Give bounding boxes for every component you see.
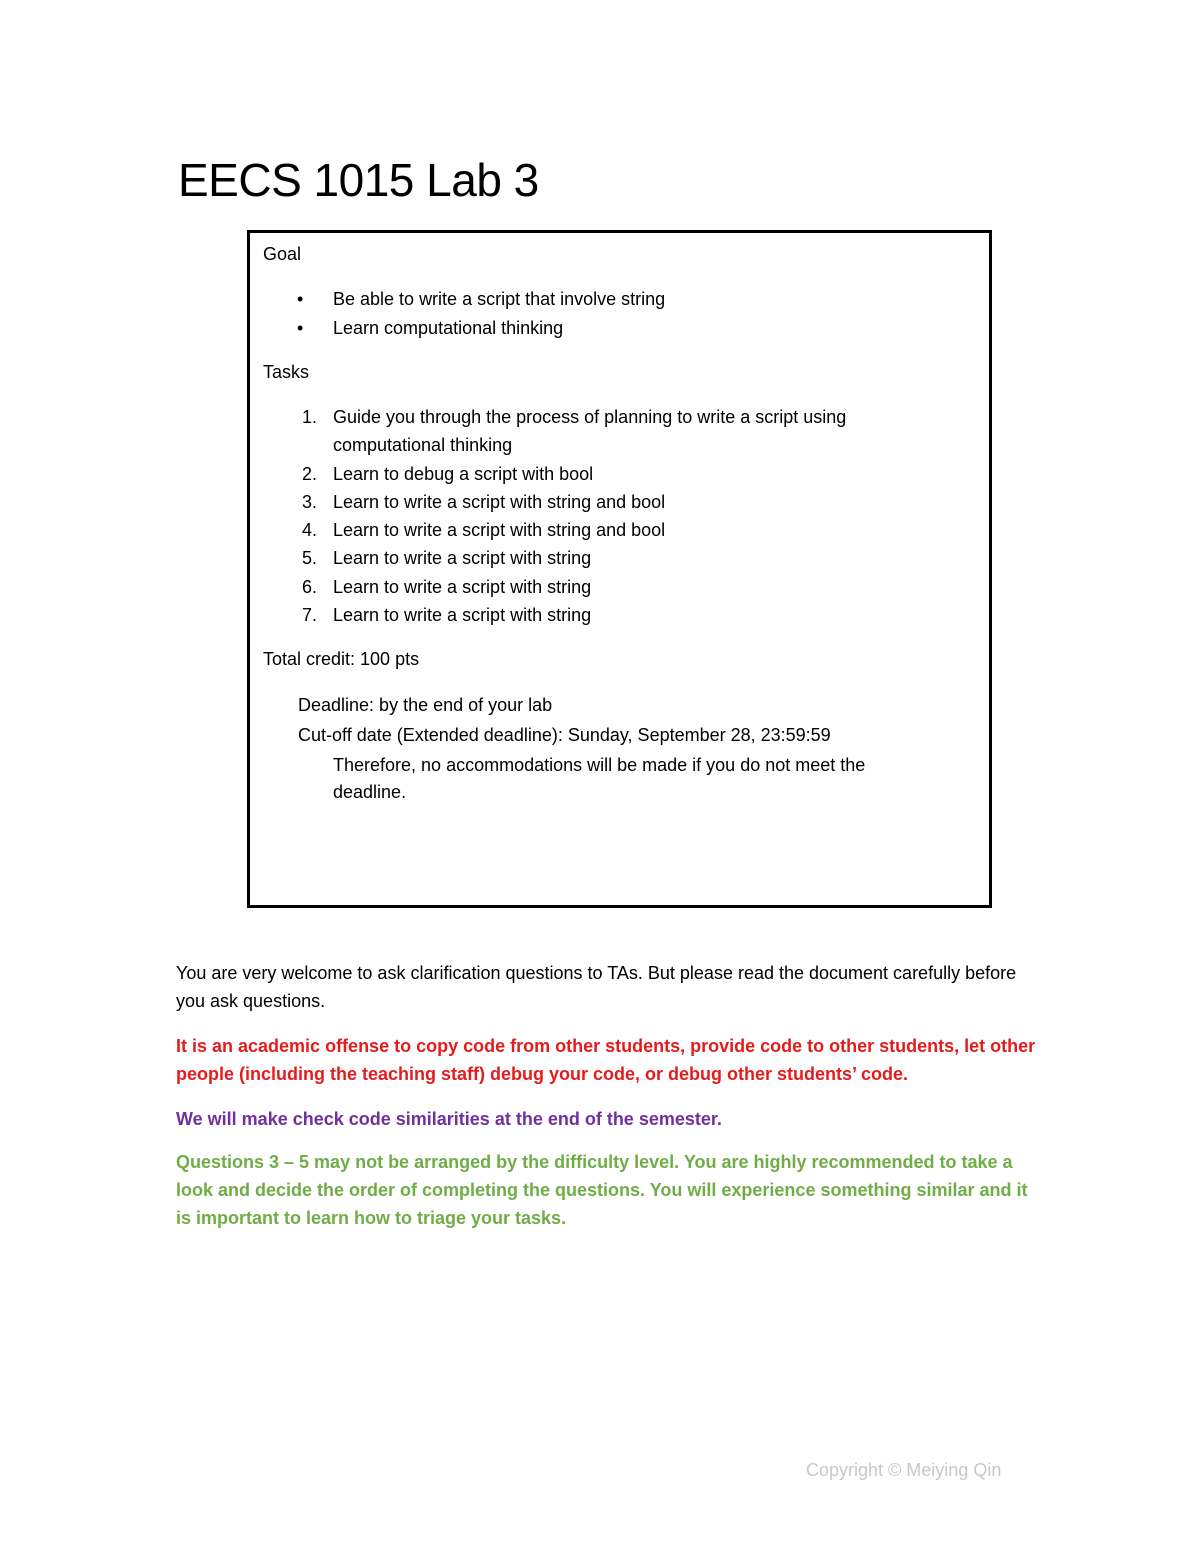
total-credit: Total credit: 100 pts [263,649,420,669]
deadline: Deadline: by the end of your lab [298,695,553,715]
goal-item: Learn computational thinking [333,318,564,338]
bullet-icon: • [297,318,304,338]
accommodation-note: Therefore, no accommodations will be made if you do not meet the [333,755,866,775]
similarity-notice: We will make check code similarities at the end of the semester. [176,1109,722,1129]
bullet-icon: • [297,289,304,309]
task-item-continued: computational thinking [333,435,513,455]
task-number: 3. [301,492,317,512]
task-item: Learn to write a script with string [333,577,592,597]
task-item: Learn to write a script with string [333,548,592,568]
task-item: Learn to write a script with string [333,605,592,625]
question-order-notice: Questions 3 – 5 may not be arranged by the difficulty level. You are highly recommended to take a look and decide the order of completing the questions. You will experience something similar and it is important to learn how to triage your tasks. [176,1152,1028,1228]
tasks-heading: Tasks [263,362,310,382]
cutoff-date: Cut-off date (Extended deadline): Sunday, September 28, 23:59:59 [298,725,831,745]
task-number: 1. [301,407,317,427]
task-number: 6. [301,577,317,597]
task-item: Learn to debug a script with bool [333,464,594,484]
goal-item: Be able to write a script that involve string [333,289,666,309]
task-number: 5. [301,548,317,568]
copyright-footer: Copyright © Meiying Qin [806,1460,1002,1480]
academic-offense-warning: It is an academic offense to copy code from other students, provide code to other students, let other people (including the teaching staff) debug your code, or debug other students’ code. [176,1036,1036,1084]
task-number: 7. [301,605,317,625]
task-number: 2. [301,464,317,484]
accommodation-note-continued: deadline. [333,782,407,802]
task-item: Guide you through the process of planning to write a script using [333,407,847,427]
task-number: 4. [301,520,317,540]
goal-heading: Goal [263,244,302,264]
page-title: EECS 1015 Lab 3 [178,154,539,206]
welcome-paragraph: You are very welcome to ask clarification questions to TAs. But please read the document carefully before you ask questions. [176,963,1017,1011]
task-item: Learn to write a script with string and bool [333,520,666,540]
task-item: Learn to write a script with string and bool [333,492,666,512]
